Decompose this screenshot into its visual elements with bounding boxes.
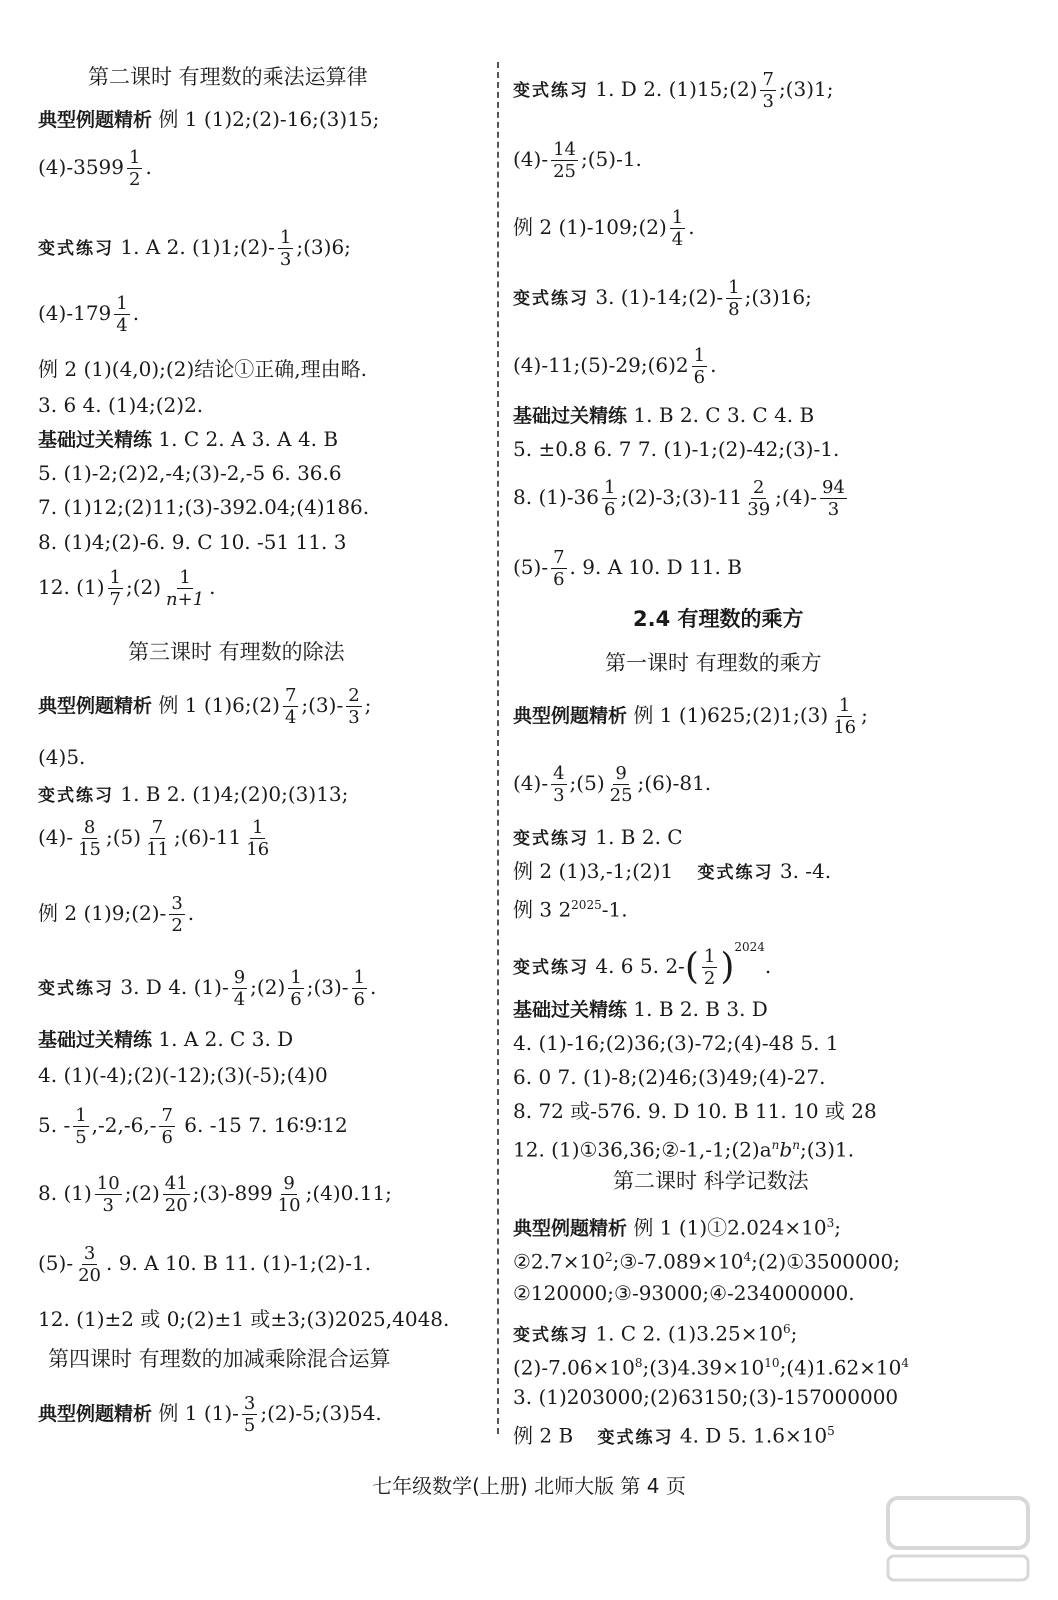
answer-line: 12. $(1)①36,36;②-1,-1;(2)a^nb^n;(3)1$. — [513, 1137, 855, 1162]
answer-line: 变式练习 1. A 2. (1)1;(2)- $\frac{1}{3}$ ;(3)6; — [38, 227, 351, 270]
fraction: $\frac{1}{4}$ — [671, 207, 684, 250]
answer-line: (4)- $\frac{4}{3}$ ;(5) $\frac{9}{25}$ ;(6)-81. — [513, 763, 712, 806]
fraction: $\frac{7}{3}$ — [762, 69, 774, 112]
answer-line: 5. ±0.8 6. 7 7. (1)-1;(2)-42;(3)-1. — [513, 437, 840, 461]
page-footer: 七年级数学(上册) 北师大版 第 4 页 — [372, 1474, 686, 1498]
answer-line: 8. 72 或-576. 9. D 10. B 11. 10 或 28 — [513, 1099, 877, 1123]
fraction: $\frac{1}{6}$ — [290, 967, 302, 1010]
fraction: $\frac{7}{11}$ — [146, 817, 169, 860]
label: 变式练习 — [513, 829, 589, 849]
label: 变式练习 — [38, 979, 114, 999]
fraction: $\frac{41}{20}$ — [164, 1173, 188, 1216]
answer-text: (4)-3599 — [38, 155, 124, 179]
label: 基础过关精练 — [513, 405, 628, 427]
fraction: $\frac{1}{6}$ — [353, 967, 365, 1010]
answer-line: 3. (1)203000;(2)63150;(3)-157000000 — [513, 1385, 899, 1409]
answer-line: 例 2 (1)-109;(2) $\frac{1}{4}$ . — [513, 207, 695, 250]
label: 变式练习 — [513, 1325, 589, 1346]
fraction: $\frac{7}{6}$ — [553, 547, 565, 590]
label: 典型例题精析 — [38, 1403, 153, 1425]
fraction: $\frac{1}{2}$ — [129, 147, 141, 190]
label: 基础过关精练 — [38, 1029, 153, 1051]
fraction: $\frac{9}{4}$ — [233, 967, 246, 1010]
fraction: $\frac{10}{3}$ — [96, 1173, 120, 1216]
section-title: 第三课时 有理数的除法 — [128, 640, 345, 664]
answer-line: 8. (1)4;(2)-6. 9. C 10. -51 11. 3 — [38, 530, 347, 554]
answer-line — [38, 107, 379, 132]
answer-line: 12. (1) $\frac{1}{7}$ ;(2) $\frac{1}{n+1}$ . — [38, 567, 216, 610]
answer-line: (4)- $\frac{8}{15}$ ;(5) $\frac{7}{11}$ ;(6)-11 $\frac{1}{16}$ — [38, 817, 270, 860]
answer-line: 变式练习 1. C 2. $(1)3.25\times 10^6$; — [513, 1321, 798, 1346]
answer-line: 4. (1)-16;(2)36;(3)-72;(4)-48 5. 1 — [513, 1031, 839, 1055]
answer-line: (4)-11;(5)-29;(6)2 $\frac{1}{6}$ . — [513, 345, 717, 388]
fraction: $\frac{2}{3}$ — [348, 685, 360, 728]
fraction: $\frac{1}{5}$ — [75, 1105, 87, 1148]
fraction: $\frac{7}{6}$ — [161, 1105, 173, 1148]
label: 典型例题精析 — [38, 695, 153, 717]
answer-line: 变式练习 3. (1)-14;(2)- $\frac{1}{8}$ ;(3)16; — [513, 277, 812, 320]
answer-line: 变式练习 1. B 2. C — [513, 825, 683, 849]
label: 变式练习 — [597, 1427, 674, 1448]
fraction: $\frac{1}{7}$ — [109, 567, 121, 610]
fraction: $\frac{1}{16}$ — [833, 695, 857, 738]
answer-line: 8. (1)-36 $\frac{1}{6}$ ;(2)-3;(3)-11 $\frac{2}{39}$ ;(4)- $\frac{94}{3}$ — [513, 477, 845, 520]
answer-line: 例 3 $2^{2025}-1$. — [513, 897, 628, 922]
label: 基础过关精练 — [513, 999, 628, 1021]
watermark-logo — [878, 1488, 1038, 1588]
fraction: $\frac{7}{4}$ — [284, 685, 297, 728]
fraction: $\frac{94}{3}$ — [822, 477, 845, 520]
fraction: $\frac{1}{n+1}$ — [166, 567, 205, 610]
answer-line: ②120000;③-93000;④-234000000. — [513, 1281, 855, 1305]
answer-line: 基础过关精练 1. C 2. A 3. A 4. B — [38, 427, 339, 451]
label: 变式练习 — [697, 863, 774, 883]
column-divider — [497, 62, 499, 1434]
fraction: $\frac{3}{2}$ — [171, 893, 183, 936]
answer-line: 4. (1)(-4);(2)(-12);(3)(-5);(4)0 — [38, 1063, 328, 1087]
chapter-title: 2.4 有理数的乘方 — [633, 607, 804, 631]
fraction: $\frac{9}{25}$ — [609, 763, 633, 806]
fraction: $\frac{1}{8}$ — [728, 277, 740, 320]
answer-line: 6. 0 7. (1)-8;(2)46;(3)49;(4)-27. — [513, 1065, 826, 1089]
answer-line: 例 2 (1)3,-1;(2)1 变式练习 3. -4. — [513, 859, 832, 883]
section-title: 第一课时 有理数的乘方 — [605, 651, 822, 675]
answer-line: (4)5. — [38, 745, 86, 769]
answer-line: 5. (1)-2;(2)2,-4;(3)-2,-5 6. 36.6 — [38, 461, 342, 485]
answer-line: 典型例题精析 例 1 (1)- $\frac{3}{5}$ ;(2)-5;(3)54. — [38, 1393, 382, 1436]
answer-line: 变式练习 4. 6 5. 2-( $\frac{1}{2}$ )$^{2024}$. — [513, 940, 772, 989]
answer-line: 变式练习 1. D 2. (1)15;(2) $\frac{7}{3}$ ;(3)1; — [513, 69, 834, 112]
fraction: $\frac{9}{10}$ — [277, 1173, 301, 1216]
label: 变式练习 — [513, 958, 589, 978]
fraction: $\frac{1}{6}$ — [603, 477, 616, 520]
answer-line: 7. (1)12;(2)11;(3)-392.04;(4)186. — [38, 495, 370, 519]
label: 典型例题精析 — [38, 109, 153, 131]
label: 变式练习 — [513, 289, 589, 309]
answer-line: (4)-3599 $\frac{1}{2}$ . — [38, 147, 152, 190]
answer-line: 变式练习 1. B 2. (1)4;(2)0;(3)13; — [38, 782, 349, 806]
answer-line: (4)- $\frac{14}{25}$ ;(5)-1. — [513, 139, 642, 182]
answer-line: 变式练习 3. D 4. (1)- $\frac{9}{4}$ ;(2) $\frac{1}{6}$ ;(3)- $\frac{1}{6}$ . — [38, 967, 377, 1010]
label: 变式练习 — [38, 786, 114, 806]
answer-line: 典型例题精析 例 1 (1)625;(2)1;(3) $\frac{1}{16}$ ; — [513, 695, 868, 738]
fraction: $\frac{4}{3}$ — [553, 763, 565, 806]
answer-line: 基础过关精练 1. B 2. B 3. D — [513, 997, 768, 1021]
answer-line: 典型例题精析 例 1 (1)6;(2) $\frac{7}{4}$ ;(3)- $\frac{2}{3}$ ; — [38, 685, 372, 728]
answer-line: 基础过关精练 1. B 2. C 3. C 4. B — [513, 403, 815, 427]
answer-line: 例 2 B 变式练习 4. D 5. $1.6\times 10^5$ — [513, 1423, 835, 1448]
label: 变式练习 — [513, 81, 589, 101]
fraction: $\frac{1}{4}$ — [116, 293, 128, 336]
fraction: $\frac{14}{25}$ — [553, 139, 576, 182]
fraction: $\frac{2}{39}$ — [747, 477, 771, 520]
answer-line: 基础过关精练 1. A 2. C 3. D — [38, 1027, 294, 1051]
answer-line: (5)- $\frac{7}{6}$ . 9. A 10. D 11. B — [513, 547, 742, 590]
label: 典型例题精析 — [513, 1217, 628, 1240]
answer-line: $(2)-7.06\times 10^8;(3)4.39\times 10^{10};(4)1.62\times 10^4$ — [513, 1355, 910, 1380]
answer-line: $②2.7\times 10^2;③-7.089\times 10^4;(2)①3500000$; — [513, 1249, 900, 1274]
fraction: $\frac{1}{3}$ — [279, 227, 292, 270]
fraction: $\frac{1}{16}$ — [246, 817, 270, 860]
fraction: $\frac{1}{6}$ — [693, 345, 706, 388]
fraction: $\frac{1}{2}$ — [703, 946, 716, 989]
answer-line: 8. (1) $\frac{10}{3}$ ;(2) $\frac{41}{20}$ ;(3)-899 $\frac{9}{10}$ ;(4)0.11; — [38, 1173, 392, 1216]
fraction: $\frac{3}{5}$ — [243, 1393, 256, 1436]
answer-line: 典型例题精析 例 1 $(1)①2.024\times 10^3$; — [513, 1215, 841, 1240]
fraction: $\frac{3}{20}$ — [78, 1243, 101, 1286]
answer-line: 5. - $\frac{1}{5}$ ,-2,-6,- $\frac{7}{6}$ 6. -15 7. 16∶9∶12 — [38, 1105, 348, 1148]
answer-line: 12. (1)±2 或 0;(2)±1 或±3;(3)2025,4048. — [38, 1307, 450, 1331]
answer-line: 3. 6 4. (1)4;(2)2. — [38, 393, 204, 417]
section-title: 第二课时 有理数的乘法运算律 — [88, 65, 368, 89]
answer-line: (5)- $\frac{3}{20}$ . 9. A 10. B 11. (1)-1;(2)-1. — [38, 1243, 372, 1286]
section-title: 第二课时 科学记数法 — [613, 1169, 809, 1193]
answer-line: 例 2 (1)9;(2)- $\frac{3}{2}$ . — [38, 893, 195, 936]
label: 典型例题精析 — [513, 705, 628, 727]
answer-text: 例 1 (1)2;(2)-16;(3)15; — [158, 107, 380, 131]
answer-line: 例 2 (1)(4,0);(2)结论①正确,理由略. — [38, 357, 367, 381]
label: 变式练习 — [38, 239, 114, 259]
fraction: $\frac{8}{15}$ — [78, 817, 101, 860]
label: 基础过关精练 — [38, 429, 153, 451]
section-title: 第四课时 有理数的加减乘除混合运算 — [48, 1347, 391, 1371]
answer-line: (4)-179 $\frac{1}{4}$ . — [38, 293, 140, 336]
